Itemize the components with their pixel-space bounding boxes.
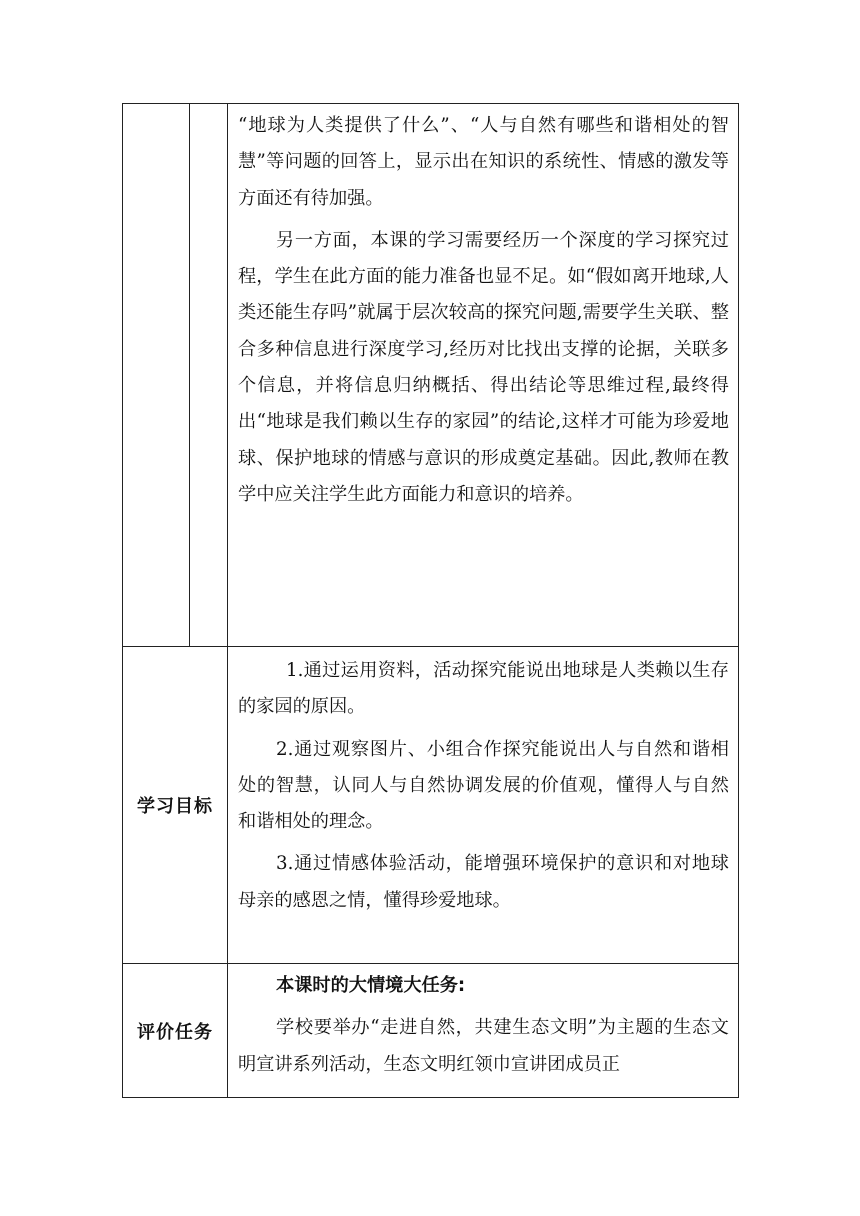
analysis-content-cell	[228, 104, 739, 647]
evaluation-row	[123, 964, 739, 1098]
analysis-label-cell	[123, 104, 190, 647]
analysis-paragraph-2: 另一方面，本课的学习需要经历一个深度的学习探究过程，学生在此方面的能力准备也显不足。如“假如离开地球,人类还能生存吗”就属于层次较高的探究问题,需要学生关联、整合多种信息进行深度学习,经历对比找出支撑的论据，关联多个信息，并将信息归纳概括、得出结论等思维过程,最终得出“地球是我们赖以生存的家园”的结论,这样才可能为珍爱地球、保护地球的情感与意识的形成奠定基础。因此,教师在教学中应关注学生此方面能力和意识的培养。	[238, 229, 729, 505]
objectives-label: 学习目标	[123, 647, 228, 964]
analysis-paragraph-1: “地球为人类提供了什么”、“人与自然有哪些和谐相处的智慧”等问题的回答上，显示出在知识的系统性、情感的激发等方面还有待加强。	[238, 115, 729, 209]
lesson-plan-table	[122, 103, 739, 1098]
evaluation-text: 学校要举办“走进自然，共建生态文明”为主题的生态文明宣讲系列活动，生态文明红领巾宣讲团成员正	[238, 1017, 729, 1075]
evaluation-content-cell	[228, 964, 739, 1098]
evaluation-heading: 本课时的大情境大任务:	[276, 975, 466, 996]
evaluation-label: 评价任务	[123, 964, 228, 1098]
analysis-row	[123, 104, 739, 647]
objectives-row	[123, 647, 739, 964]
objective-item-2: 2.通过观察图片、小组合作探究能说出人与自然和谐相处的智慧，认同人与自然协调发展的价值观，懂得人与自然和谐相处的理念。	[238, 738, 729, 833]
objective-item-3: 3.通过情感体验活动，能增强环境保护的意识和对地球母亲的感恩之情，懂得珍爱地球。	[238, 853, 729, 911]
objectives-content-cell	[228, 647, 739, 964]
objective-item-1: 1.通过运用资料，活动探究能说出地球是人类赖以生存的家园的原因。	[238, 660, 729, 718]
analysis-sub-cell	[190, 104, 228, 647]
